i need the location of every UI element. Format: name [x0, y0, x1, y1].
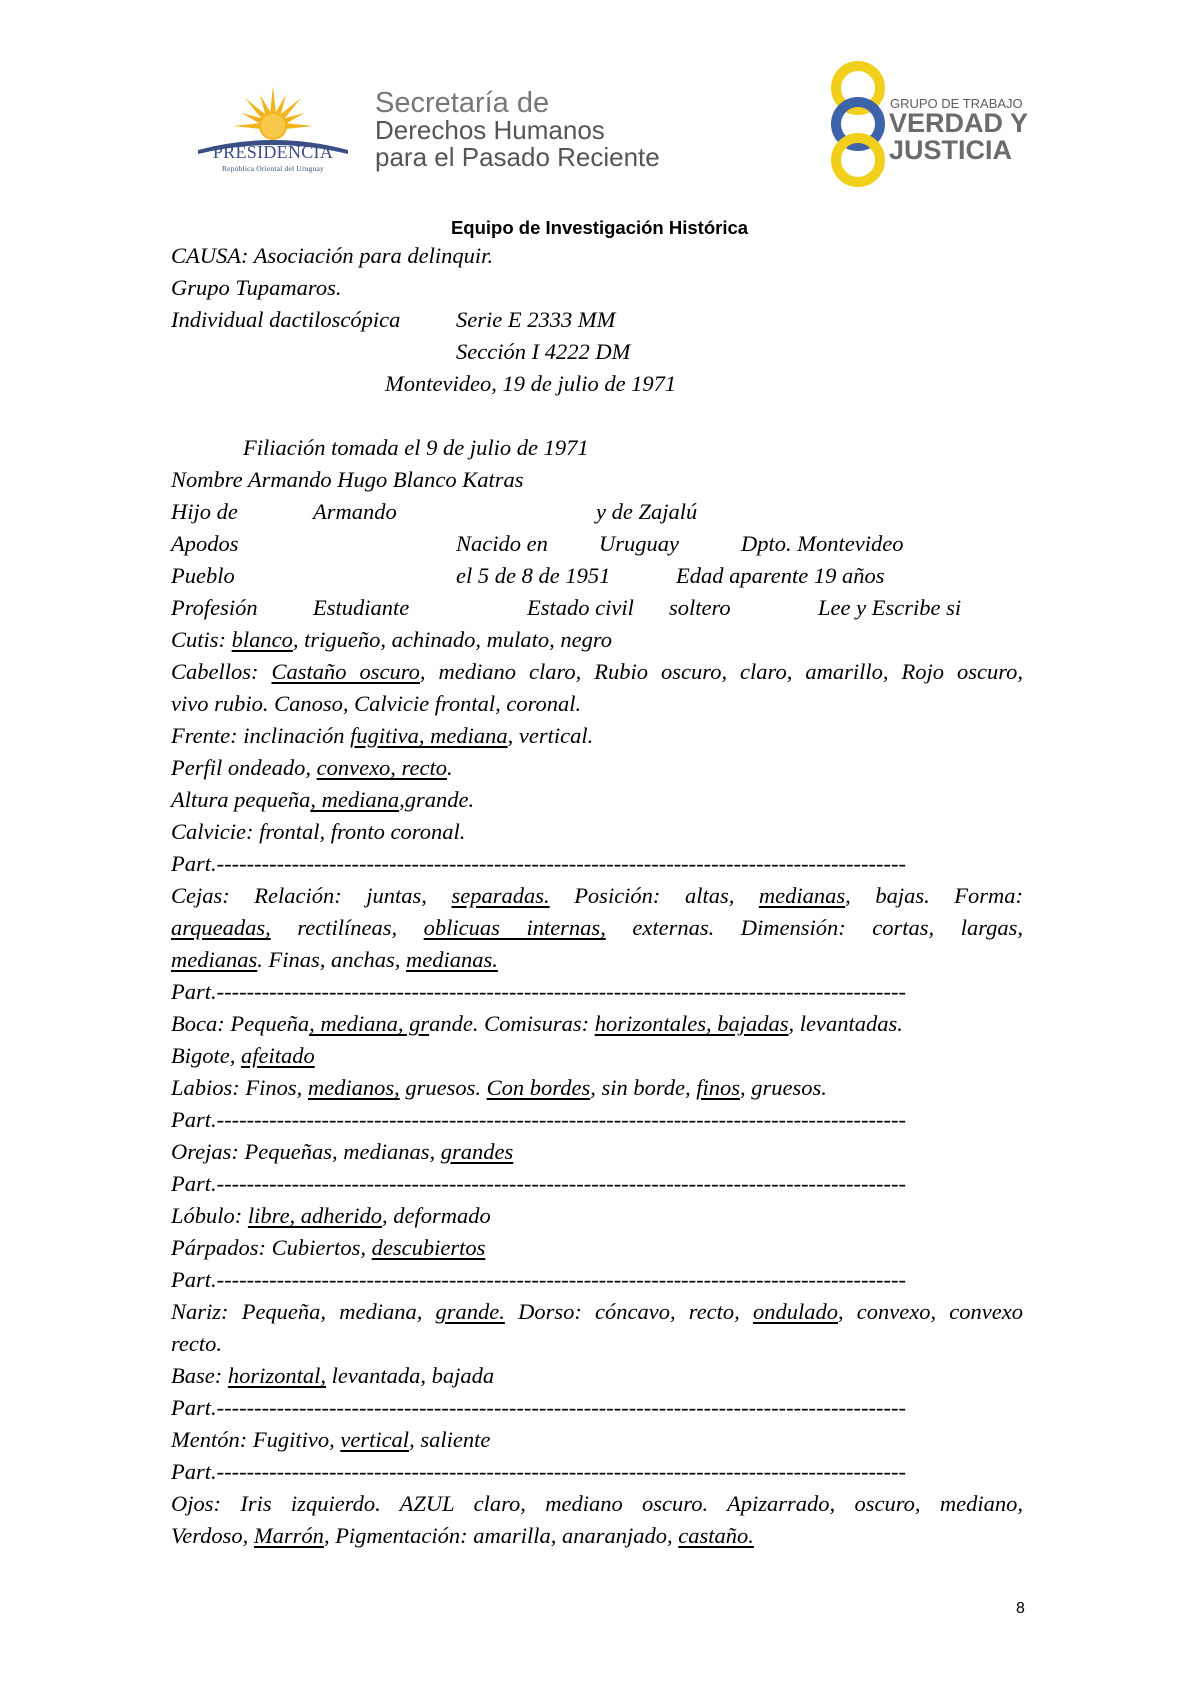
labios-marked-1: medianos,: [307, 1075, 400, 1100]
hijo-label: Hijo de: [171, 499, 238, 524]
verdad-justicia-title: [889, 110, 1028, 164]
apodos-line: [171, 528, 1023, 560]
ojos-marked-2: castaño.: [678, 1523, 754, 1548]
cejas-dimension: externas. Dimensión: cortas, largas,: [605, 915, 1024, 940]
menton-end: , saliente: [409, 1427, 491, 1452]
frente-label: Frente: inclinación: [171, 723, 351, 748]
presidencia-sun-logo: [194, 80, 352, 190]
verdad-line: VERDAD Y: [889, 108, 1029, 138]
labios-label: Labios: Finos,: [171, 1075, 308, 1100]
individual-label: Individual dactiloscópica: [171, 307, 401, 332]
part-label: Part.: [171, 1395, 217, 1420]
padre-value: Armando: [313, 499, 397, 524]
base-marked: horizontal,: [227, 1363, 327, 1388]
pais-value: Uruguay: [599, 531, 679, 556]
nariz-recto: recto.: [171, 1331, 223, 1356]
nariz-marked-1: grande.: [435, 1299, 505, 1324]
madre-value: y de Zajalú: [596, 499, 698, 524]
perfil-text: [171, 752, 453, 784]
cabellos-label: Cabellos:: [171, 659, 272, 684]
part-line-7: [171, 1456, 939, 1488]
part-dashes: --------------------------------------------------------------------------------------------: [216, 851, 906, 876]
perfil-marked: convexo, recto: [316, 755, 447, 780]
base-label: Base:: [171, 1363, 228, 1388]
grupo-line: [171, 272, 1023, 304]
ojos-verdoso: Verdoso,: [171, 1523, 254, 1548]
boca-comisuras: ande. Comisuras:: [429, 1011, 595, 1036]
part-dashes: --------------------------------------------------------------------------------------------: [216, 1459, 906, 1484]
base-end: levantada, bajada: [326, 1363, 495, 1388]
part-label: Part.: [171, 1171, 217, 1196]
lobulo-label: Lóbulo:: [171, 1203, 248, 1228]
part-text-2: [171, 976, 906, 1008]
letterhead: [0, 58, 1191, 198]
cejas-marked-2: medianas: [758, 883, 846, 908]
presidencia-title: PRESIDENCIA: [212, 142, 334, 162]
secretaria-line-3: para el Pasado Reciente: [375, 142, 660, 172]
labios-marked-2: Con bordes: [486, 1075, 591, 1100]
part-line-3: [171, 1104, 939, 1136]
part-label: Part.: [171, 1267, 217, 1292]
part-line-2: [171, 976, 939, 1008]
menton-marked: vertical: [340, 1427, 410, 1452]
ojos-marked-1: Marrón: [253, 1523, 324, 1548]
pueblo-label: Pueblo: [171, 563, 235, 588]
cejas-line-1: [171, 880, 1023, 912]
cejas-line-2: [171, 912, 1023, 944]
individual-line: [171, 304, 1023, 336]
nariz-line: [171, 1296, 1023, 1328]
part-line-5: [171, 1264, 939, 1296]
frente-line: [171, 720, 1023, 752]
part-text-3: [171, 1104, 906, 1136]
team-title: Equipo de Investigación Histórica: [450, 217, 749, 238]
cejas-rect: rectilíneas,: [270, 915, 424, 940]
cejas-marked-6: medianas.: [406, 947, 498, 972]
parpados-line: [171, 1232, 1023, 1264]
cutis-options: , trigueño, achinado, mulato, negro: [292, 627, 613, 652]
page-number: 8: [1016, 1600, 1025, 1617]
cejas-finas: . Finas, anchas,: [257, 947, 406, 972]
cabellos-marked: Castaño oscuro: [271, 659, 420, 684]
seccion-line: [171, 336, 1023, 368]
part-dashes: --------------------------------------------------------------------------------------------: [216, 1171, 906, 1196]
boca-marked-2: horizontales, bajadas: [594, 1011, 789, 1036]
labios-end: , gruesos.: [740, 1075, 827, 1100]
boca-marked-1: , mediana, gr: [309, 1011, 430, 1036]
part-dashes: --------------------------------------------------------------------------------------------: [216, 979, 906, 1004]
frente-options: , vertical.: [507, 723, 594, 748]
calvicie-line: [171, 816, 1023, 848]
part-label: Part.: [171, 979, 217, 1004]
secretaria-line-2: Derechos Humanos: [375, 115, 605, 145]
estado-civil-label: Estado civil: [527, 595, 634, 620]
part-text-5: [171, 1264, 906, 1296]
ojos-text: Ojos: Iris izquierdo. AZUL claro, mediano oscuro. Apizarrado, oscuro, mediano,: [171, 1491, 1023, 1516]
perfil-line: [171, 752, 1023, 784]
profesion-label: Profesión: [171, 595, 258, 620]
lobulo-text: [171, 1200, 491, 1232]
base-line: [171, 1360, 1023, 1392]
profesion-value: Estudiante: [313, 595, 410, 620]
part-text-6: [171, 1392, 906, 1424]
profesion-line: [171, 592, 1023, 624]
dpto-value: Dpto. Montevideo: [741, 531, 904, 556]
cutis-marked: blanco: [231, 627, 293, 652]
nariz-line-2: [171, 1328, 1023, 1360]
causa-line: [171, 240, 1023, 272]
estado-civil-value: soltero: [669, 595, 731, 620]
document-body: [171, 240, 1023, 1552]
cejas-label: Cejas: Relación: juntas,: [171, 883, 452, 908]
seccion-text: Sección I 4222 DM: [456, 339, 631, 364]
pueblo-line: [171, 560, 1023, 592]
apodos-label: Apodos: [171, 531, 239, 556]
orejas-marked: grandes: [440, 1139, 514, 1164]
part-line-4: [171, 1168, 939, 1200]
parpados-marked: descubiertos: [371, 1235, 486, 1260]
cejas-posicion: Posición: altas,: [549, 883, 759, 908]
lobulo-marked: libre, adherido: [247, 1203, 383, 1228]
base-text: [171, 1360, 494, 1392]
orejas-line: [171, 1136, 1023, 1168]
ojos-line: [171, 1488, 1023, 1520]
ojos-text-2: [171, 1520, 754, 1552]
part-label: Part.: [171, 851, 217, 876]
calvicie-text: Calvicie: frontal, fronto coronal.: [171, 819, 466, 844]
altura-line: [171, 784, 1023, 816]
bigote-text: [171, 1040, 315, 1072]
fecha-nac-value: el 5 de 8 de 1951: [456, 563, 611, 588]
filiacion-line: [171, 432, 1023, 464]
altura-label: Altura pequeña: [171, 787, 311, 812]
ojos-line-2: [171, 1520, 1023, 1552]
lee-escribe-text: Lee y Escribe si: [818, 595, 962, 620]
part-text-7: [171, 1456, 906, 1488]
cejas-text-3: [171, 944, 498, 976]
grupo-trabajo-label: GRUPO DE TRABAJO: [890, 96, 1023, 111]
part-line-1: [171, 848, 939, 880]
labios-line: [171, 1072, 1023, 1104]
part-dashes: --------------------------------------------------------------------------------------------: [216, 1395, 906, 1420]
hijo-line: [171, 496, 1023, 528]
perfil-end: .: [446, 755, 453, 780]
part-dashes: --------------------------------------------------------------------------------------------: [216, 1267, 906, 1292]
causa-text: CAUSA: Asociación para delinquir.: [171, 243, 494, 268]
cejas-marked-1: separadas.: [451, 883, 550, 908]
serie-text: Serie E 2333 MM: [456, 307, 616, 332]
cejas-line-3: [171, 944, 1023, 976]
boca-text: [171, 1008, 903, 1040]
menton-line: [171, 1424, 1023, 1456]
fecha-line: [171, 368, 1023, 400]
menton-label: Mentón: Fugitivo,: [171, 1427, 341, 1452]
parpados-text: [171, 1232, 485, 1264]
labios-gruesos: gruesos.: [399, 1075, 487, 1100]
filiacion-text: Filiación tomada el 9 de julio de 1971: [243, 435, 589, 460]
justicia-line: JUSTICIA: [889, 135, 1013, 165]
nombre-text: Nombre Armando Hugo Blanco Katras: [171, 467, 524, 492]
perfil-label: Perfil ondeado,: [171, 755, 317, 780]
bigote-line: [171, 1040, 1023, 1072]
cejas-marked-3: arqueadas,: [171, 915, 271, 940]
nacido-label: Nacido en: [456, 531, 548, 556]
nariz-dorso: Dorso: cóncavo, recto,: [504, 1299, 753, 1324]
fecha-text: Montevideo, 19 de julio de 1971: [385, 371, 677, 396]
cutis-label: Cutis:: [171, 627, 232, 652]
presidencia-subtitle: República Oriental del Uruguay: [221, 164, 324, 173]
altura-text: [171, 784, 474, 816]
lobulo-end: , deformado: [382, 1203, 491, 1228]
part-dashes: --------------------------------------------------------------------------------------------: [216, 1107, 906, 1132]
parpados-label: Párpados: Cubiertos,: [171, 1235, 372, 1260]
boca-end: , levantadas.: [788, 1011, 903, 1036]
ojos-pigmentacion: , Pigmentación: amarilla, anaranjado,: [323, 1523, 679, 1548]
cabellos-options: , mediano claro, Rubio oscuro, claro, amarillo, Rojo oscuro,: [419, 659, 1023, 684]
cabellos-options-2: vivo rubio. Canoso, Calvicie frontal, coronal.: [171, 691, 582, 716]
nariz-marked-2: ondulado: [752, 1299, 838, 1324]
boca-line: [171, 1008, 1023, 1040]
blank-line: [171, 400, 1023, 432]
cejas-forma: , bajas. Forma:: [845, 883, 1024, 908]
altura-marked: , mediana: [310, 787, 400, 812]
altura-options: ,grande.: [399, 787, 475, 812]
orejas-label: Orejas: Pequeñas, medianas,: [171, 1139, 441, 1164]
labios-marked-3: finos: [696, 1075, 741, 1100]
cabellos-line: [171, 656, 1023, 688]
frente-text: [171, 720, 593, 752]
grupo-text: Grupo Tupamaros.: [171, 275, 342, 300]
cejas-marked-4: oblicuas internas,: [423, 915, 606, 940]
nombre-line: [171, 464, 1023, 496]
secretaria-line-1: Secretaría de: [375, 87, 550, 119]
frente-marked: fugitiva, mediana: [350, 723, 508, 748]
edad-value: Edad aparente 19 años: [676, 563, 885, 588]
labios-text: [171, 1072, 827, 1104]
nariz-end: , convexo, convexo: [838, 1299, 1024, 1324]
part-text-4: [171, 1168, 906, 1200]
nariz-label: Nariz: Pequeña, mediana,: [171, 1299, 436, 1324]
lobulo-line: [171, 1200, 1023, 1232]
bigote-marked: afeitado: [240, 1043, 315, 1068]
menton-text: [171, 1424, 490, 1456]
part-line-6: [171, 1392, 939, 1424]
secretaria-name: [375, 87, 660, 172]
cabellos-line-2: [171, 688, 1023, 720]
orejas-text: [171, 1136, 513, 1168]
cutis-text: [171, 624, 612, 656]
bigote-label: Bigote,: [171, 1043, 241, 1068]
boca-label: Boca: Pequeña: [171, 1011, 310, 1036]
cejas-marked-5: medianas: [171, 947, 258, 972]
part-label: Part.: [171, 1107, 217, 1132]
labios-sin-borde: , sin borde,: [590, 1075, 697, 1100]
cutis-line: [171, 624, 1023, 656]
part-text-1: [171, 848, 906, 880]
part-label: Part.: [171, 1459, 217, 1484]
